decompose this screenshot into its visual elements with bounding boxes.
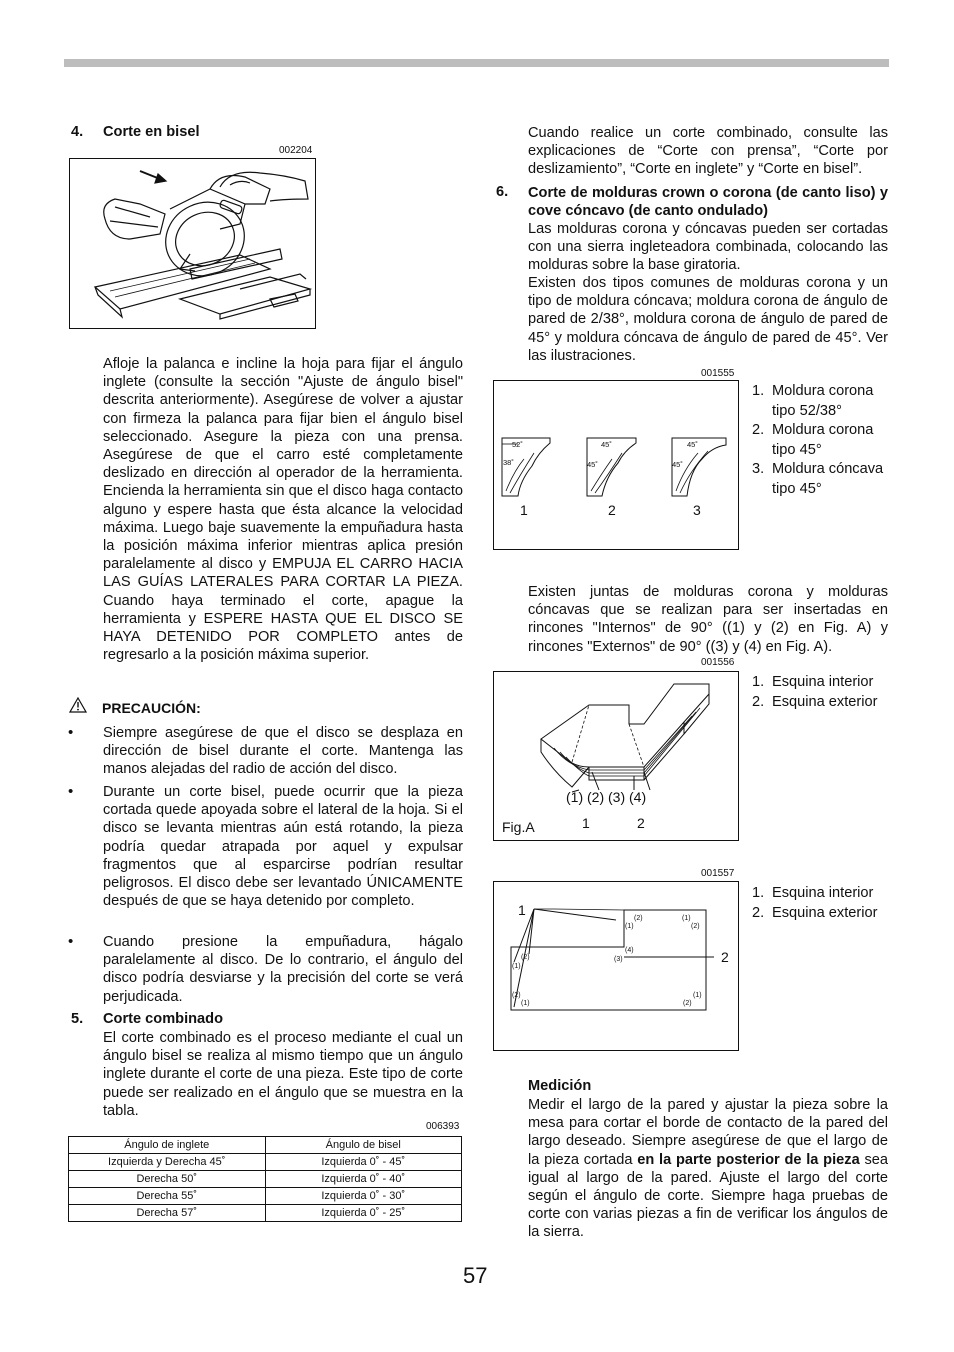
angle-label: 45˚ [672, 460, 683, 469]
table-cell: Izquierda 0˚ - 25˚ [265, 1205, 462, 1222]
small-callout: (3) [614, 956, 623, 963]
figure-code: 001556 [701, 657, 735, 668]
measurement-text: sea igual al largo de la pared. Ajuste el largo del corte según el ángulo de corte. Siempre haga pruebas de corte con varias piezas a fin de verificar los ángulos de la sierra. [528, 1151, 888, 1241]
section-5-number: 5. [71, 1011, 84, 1027]
table-cell: Derecha 55˚ [69, 1188, 266, 1205]
section-6-paragraph-1: Las molduras corona y cóncavas pueden ser cortadas con una sierra ingleteadora combinada, colocando las molduras sobre la base giratoria. [528, 221, 888, 274]
miter-bevel-table [68, 1136, 462, 1222]
figure-code: 001557 [701, 868, 735, 879]
moulding-types-figure [493, 380, 739, 550]
section-5-title: Corte combinado [103, 1011, 223, 1027]
joints-paragraph: Existen juntas de molduras corona y molduras cóncavas que se realizan para ser insertadas en rincones "Internos" de 90° ((1) y (2) en Fig. A) y rincones "Externos" de 90° ((3) y (4) en Fig. A). [528, 584, 888, 655]
table-header-row [69, 1137, 462, 1154]
small-callout: (2) [691, 923, 700, 930]
legend-number: 2. [752, 693, 765, 710]
page-number: 57 [463, 1263, 488, 1288]
small-callout: (1) [682, 915, 691, 922]
figure-label: 2 [637, 815, 645, 831]
table-cell: Derecha 57˚ [69, 1205, 266, 1222]
legend-number: 1. [752, 383, 765, 399]
small-callout: (2) [512, 992, 521, 999]
section-4-title: Corte en bisel [103, 124, 200, 140]
caution-bullet-2: Durante un corte bisel, puede ocurrir que la pieza cortada quede apoyada sobre el lateral de la hoja. Si el disco se levanta mientras aún está rotando, la pieza podría quedar atrapada por aquel y expulsar fragmentos que al esparcirse podrían resultar peligrosos. El disco debe ser levantado ÚNICAMENTE después de que se haya detenido por completo. [103, 784, 463, 910]
figure-label: 1 [518, 902, 526, 918]
table-cell: Izquierda y Derecha 45˚ [69, 1154, 266, 1171]
table-header: Ángulo de bisel [265, 1137, 462, 1154]
moulding-types-legend [752, 382, 892, 500]
legend-number: 2. [752, 422, 765, 439]
table-cell: Izquierda 0˚ - 30˚ [265, 1188, 462, 1205]
angle-label: 45˚ [601, 440, 612, 449]
section-4-number: 4. [71, 124, 84, 140]
corner-legend-a [752, 673, 892, 712]
table-row [69, 1188, 462, 1205]
section-6-title: Corte de molduras crown o corona (de canto liso) y cove cóncavo (de canto ondulado) [528, 185, 888, 220]
table-row [69, 1171, 462, 1188]
bullet-icon: • [68, 724, 74, 741]
corner-legend-b [752, 884, 892, 923]
header-bar [64, 59, 889, 67]
section-6-paragraph-2: Existen dos tipos comunes de molduras corona y un tipo de moldura cóncava; moldura corona de ángulo de pared de 2/38°, moldura corona de ángulo de pared de 45° y moldura cóncava de ángulo de pared de 45°. Ver las ilustraciones. [528, 275, 888, 364]
angle-label: 52˚ [512, 440, 523, 449]
measurement-paragraph [528, 1096, 888, 1242]
callout-labels: (1) (2) (3) (4) [566, 789, 647, 805]
caution-bullet-1: Siempre asegúrese de que el disco se desplaza en dirección de bisel durante el corte. Mantenga las manos alejadas del radio de acción del disco. [103, 725, 463, 778]
table-cell: Izquierda 0˚ - 45˚ [265, 1154, 462, 1171]
figure-label: 1 [582, 815, 590, 831]
caution-bullet-3: Cuando presione la empuñadura, hágalo paralelamente al disco. De lo contrario, el ángulo del disco podría desviarse y la precisión del corte se verá perjudicada. [103, 934, 463, 1005]
section-4-paragraph: Afloje la palanca e incline la hoja para fijar el ángulo inglete (consulte la sección "Ajuste de ángulo bisel" descrita anteriormente). Asegúrese de volver a ajustar con firmeza la palanca para fijar bien el ángulo bisel seleccionado. Asegure la pieza con una prensa. Asegúrese de que el carro esté completamente deslizado en dirección al operador de la herramienta. Encienda la herramienta sin que el disco haga contacto alguno y espere hasta que ésta alcance la velocidad máxima. Luego baje suavemente la empuñadura hasta la posición máxima inferior mientras aplica presión paralelamente al disco y EMPUJA EL CARRO HACIA LAS GUÍAS LATERALES PARA CORTAR LA PIEZA. Cuando haya terminado el corte, apague la herramienta y ESPERE HASTA QUE EL DISCO SE HAYA DETENIDO POR COMPLETO antes de regresarlo a la posición máxima superior. [103, 356, 463, 664]
section-6-number: 6. [496, 184, 509, 200]
figure-label: 2 [721, 949, 729, 965]
small-callout: (2) [634, 915, 643, 922]
small-callout: (1) [521, 1000, 530, 1007]
table-row [69, 1154, 462, 1171]
bullet-icon: • [68, 783, 74, 800]
figure-label: 3 [693, 502, 701, 518]
figure-code: 002204 [279, 145, 313, 156]
legend-text: Esquina exterior [772, 693, 878, 710]
measurement-emphasis: en la parte posterior de la pieza [637, 1151, 860, 1168]
bevel-cut-illustration [69, 158, 316, 329]
fig-a-label: Fig.A [502, 819, 535, 835]
small-callout: (4) [625, 947, 634, 954]
legend-text: Moldura corona tipo 52/38° [772, 383, 874, 419]
measurement-text: Medir el largo de la pared y ajustar la pieza sobre la mesa para cortar el borde de contacto de la pared del largo deseado. Siempre asegúrese de que el largo de la pieza cortada [528, 1097, 888, 1168]
combined-cut-note: Cuando realice un corte combinado, consulte las explicaciones de “Corte con prensa”, “Corte por deslizamiento”, “Corte en inglete” y “Corte en bisel”. [528, 125, 888, 178]
measurement-title: Medición [528, 1078, 592, 1094]
table-cell: Izquierda 0˚ - 40˚ [265, 1171, 462, 1188]
legend-number: 1. [752, 885, 765, 901]
warning-triangle-icon [69, 697, 87, 713]
small-callout: (1) [693, 992, 702, 999]
section-5-paragraph: El corte combinado es el proceso mediante el cual un ángulo bisel se realiza al mismo tiempo que un ángulo inglete durante el corte de una pieza. Este tipo de corte puede ser realizado en el ángulo que se muestra en la tabla. [103, 1030, 463, 1119]
small-callout: (2) [521, 954, 530, 961]
legend-number: 1. [752, 674, 765, 690]
caution-title: PRECAUCIÓN: [102, 700, 201, 716]
legend-text: Esquina exterior [772, 904, 878, 921]
table-code: 006393 [426, 1121, 460, 1132]
legend-number: 2. [752, 904, 765, 921]
bullet-icon: • [68, 933, 74, 950]
legend-text: Esquina interior [772, 885, 874, 901]
legend-text: Moldura cóncava tipo 45° [772, 461, 884, 497]
angle-label: 45˚ [687, 440, 698, 449]
small-callout: (2) [683, 1000, 692, 1007]
table-cell: Derecha 50˚ [69, 1171, 266, 1188]
figure-label: 1 [520, 502, 528, 518]
figure-label: 2 [608, 502, 616, 518]
legend-text: Moldura corona tipo 45° [772, 422, 874, 458]
table-header: Ángulo de inglete [69, 1137, 266, 1154]
corner-joints-figure [493, 671, 739, 841]
angle-label: 38˚ [503, 458, 514, 467]
legend-text: Esquina interior [772, 674, 874, 690]
small-callout: (1) [625, 923, 634, 930]
figure-code: 001555 [701, 368, 735, 379]
table-row [69, 1205, 462, 1222]
small-callout: (1) [512, 963, 521, 970]
legend-number: 3. [752, 461, 765, 478]
angle-label: 45˚ [587, 460, 598, 469]
room-corners-figure [493, 881, 739, 1051]
